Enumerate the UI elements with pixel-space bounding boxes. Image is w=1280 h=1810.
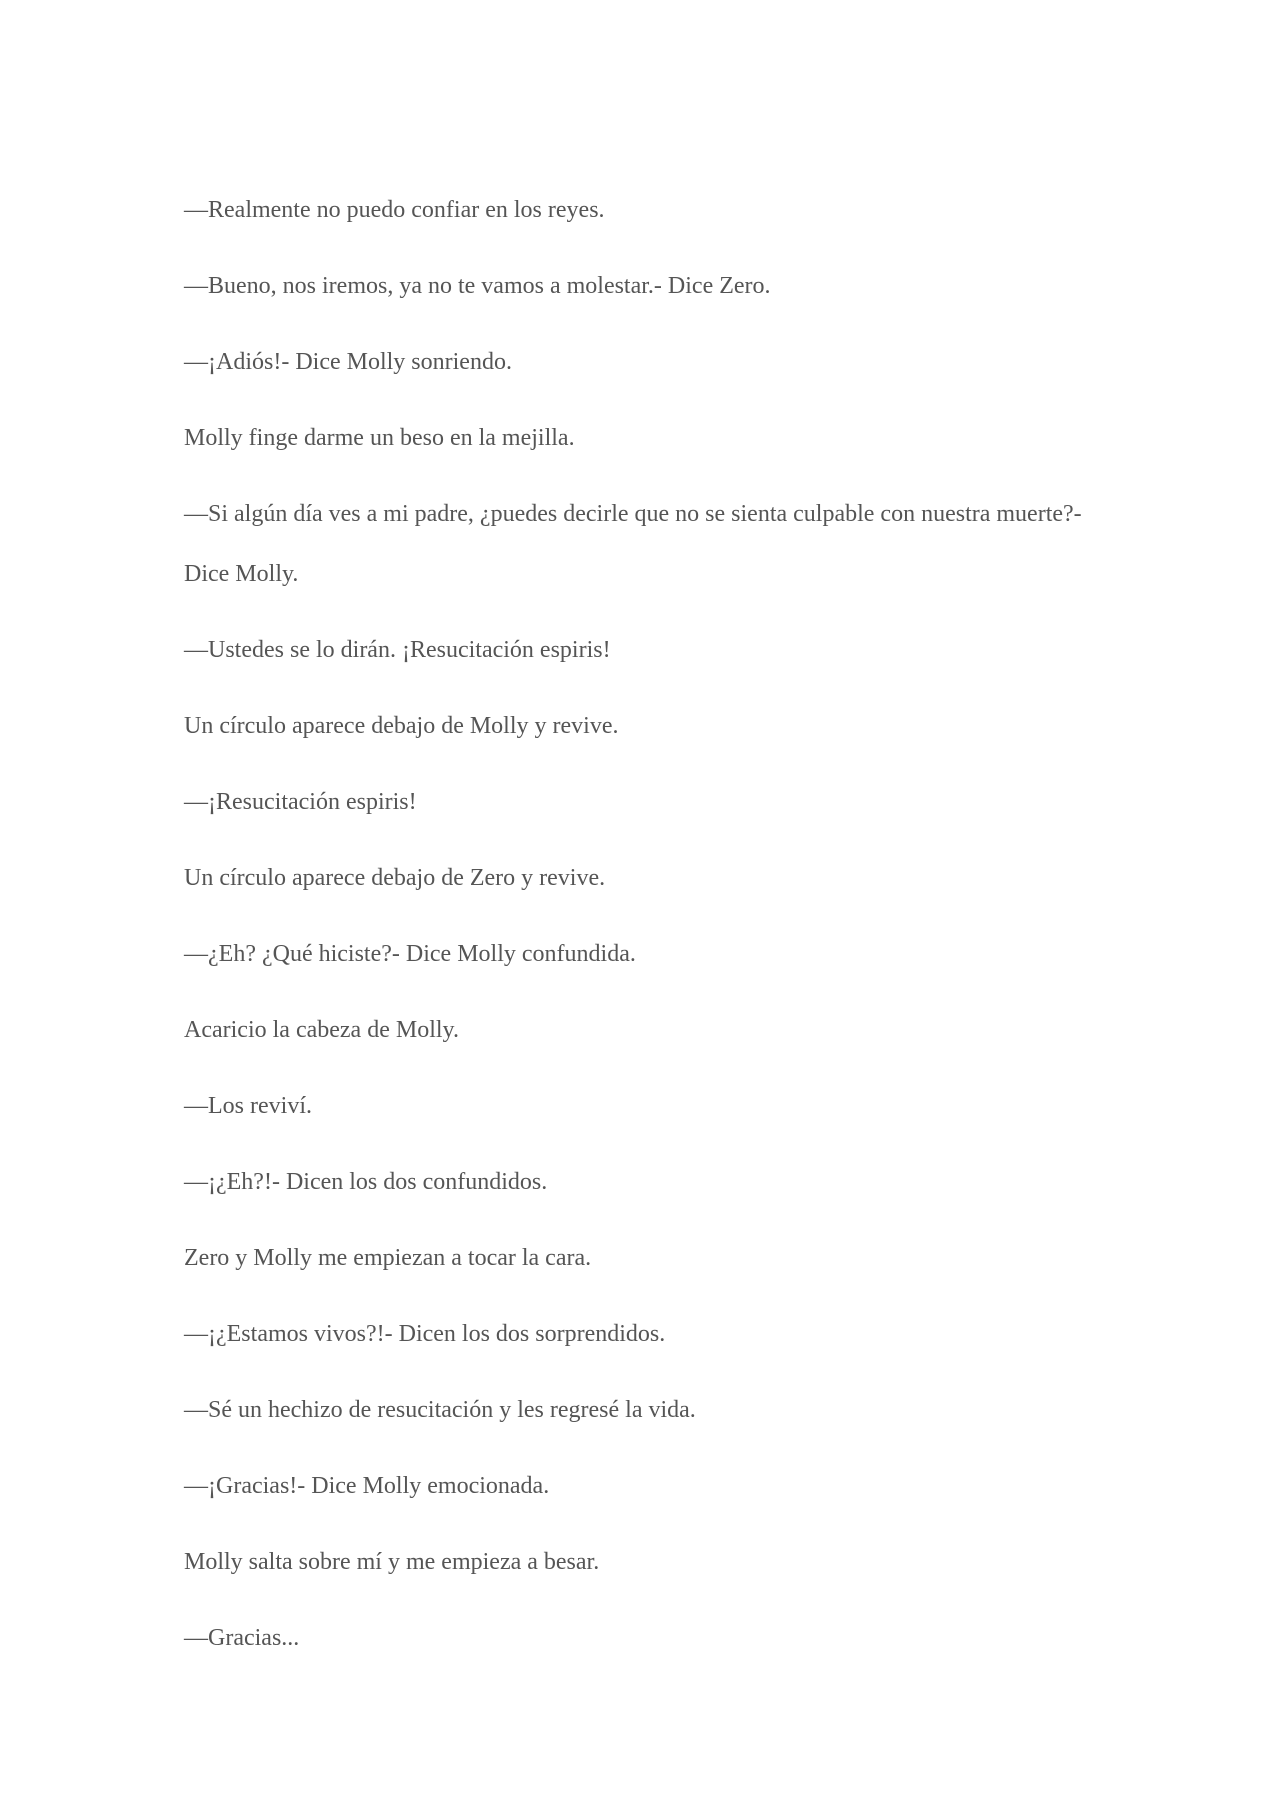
paragraph: Zero y Molly me empiezan a tocar la cara. bbox=[184, 1245, 592, 1271]
paragraph: —¡Resucitación espiris! bbox=[184, 789, 417, 815]
paragraph: —¡¿Estamos vivos?!- Dicen los dos sorprendidos. bbox=[184, 1321, 666, 1347]
paragraph: Un círculo aparece debajo de Zero y revive. bbox=[184, 865, 606, 891]
paragraph: —Los reviví. bbox=[184, 1093, 312, 1119]
paragraph: —¿Eh? ¿Qué hiciste?- Dice Molly confundida. bbox=[184, 941, 636, 967]
paragraph: —¡¿Eh?!- Dicen los dos confundidos. bbox=[184, 1169, 548, 1195]
paragraph: —Bueno, nos iremos, ya no te vamos a molestar.- Dice Zero. bbox=[184, 273, 771, 299]
paragraph: —Si algún día ves a mi padre, ¿puedes decirle que no se sienta culpable con nuestra muerte?- Dice Molly. bbox=[184, 501, 1082, 587]
paragraph: —Ustedes se lo dirán. ¡Resucitación espiris! bbox=[184, 637, 611, 663]
paragraph: —Realmente no puedo confiar en los reyes. bbox=[184, 197, 605, 223]
paragraph: —¡Adiós!- Dice Molly sonriendo. bbox=[184, 349, 512, 375]
document-body bbox=[184, 180, 1084, 1684]
paragraph: —Gracias... bbox=[184, 1625, 300, 1651]
paragraph: Acaricio la cabeza de Molly. bbox=[184, 1017, 459, 1043]
paragraph: Un círculo aparece debajo de Molly y revive. bbox=[184, 713, 619, 739]
paragraph: Molly salta sobre mí y me empieza a besar. bbox=[184, 1549, 600, 1575]
paragraph: Molly finge darme un beso en la mejilla. bbox=[184, 425, 575, 451]
paragraph: —¡Gracias!- Dice Molly emocionada. bbox=[184, 1473, 550, 1499]
paragraph: —Sé un hechizo de resucitación y les regresé la vida. bbox=[184, 1397, 696, 1423]
